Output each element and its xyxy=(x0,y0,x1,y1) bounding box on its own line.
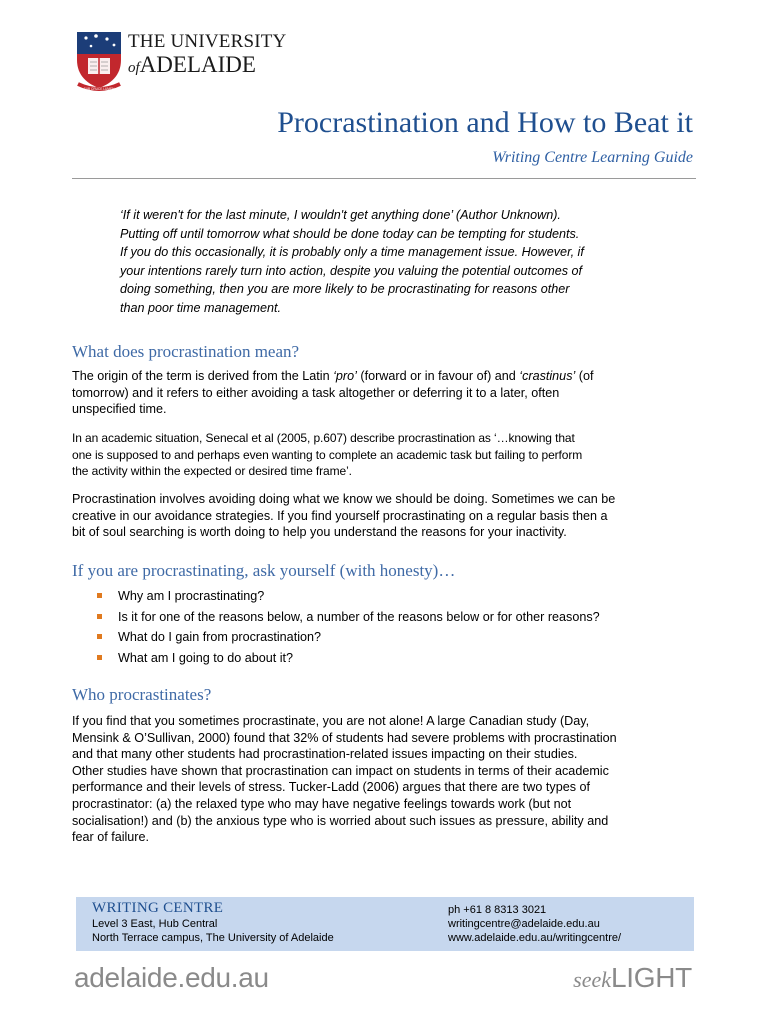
paragraph-line: creative in our avoidance strategies. If you find yourself procrastinating on a regular basis then a xyxy=(72,508,608,523)
intro-line: ‘If it weren't for the last minute, I wouldn't get anything done’ (Author Unknown). xyxy=(120,208,561,222)
seek-text: seek xyxy=(573,967,612,992)
bullet-square-icon xyxy=(97,614,102,619)
paragraph-who-procrastinates xyxy=(72,713,702,846)
intro-line: your intentions rarely turn into action, despite you valuing the potential outcomes of xyxy=(120,263,583,278)
contact-phone: ph +61 8 8313 3021 xyxy=(448,904,547,916)
paragraph-line: bit of soul searching is worth doing to help you understand the reasons for your inactivity. xyxy=(72,525,567,540)
text-run: The origin of the term is derived from the Latin xyxy=(72,369,334,383)
logo-text-university: THE UNIVERSITY xyxy=(128,31,287,52)
intro-line: than poor time management. xyxy=(120,300,282,315)
paragraph-avoidance xyxy=(72,491,702,541)
paragraph-line: Other studies have shown that procrastination can impact on students in terms of their academic xyxy=(72,763,609,778)
paragraph-line: performance and their levels of stress. Tucker-Ladd (2006) argues that there are two types of xyxy=(72,780,591,795)
site-url-link[interactable]: adelaide.edu.au xyxy=(74,962,269,993)
paragraph-line: In an academic situation, Senecal et al (2005, p.607) describe procrastination as ‘…knowing that xyxy=(72,431,575,445)
intro-line: Putting off until tomorrow what should be done today can be tempting for students. xyxy=(120,226,580,241)
text-run: (forward or in favour of) and xyxy=(356,369,520,383)
latin-term-pro: ‘pro’ xyxy=(333,369,357,383)
intro-quote xyxy=(120,206,660,318)
intro-line: doing something, then you are more likely to be procrastinating for reasons other xyxy=(120,282,570,297)
list-item xyxy=(96,627,696,648)
heading-ask-yourself: If you are procrastinating, ask yourself (with honesty)… xyxy=(72,561,456,580)
paragraph-line: one is supposed to and perhaps even wanting to complete an academic task but failing to perform xyxy=(72,447,583,462)
paragraph-line: procrastinator: (a) the relaxed type who may have negative feelings towards work (but not xyxy=(72,796,572,811)
university-crest-icon xyxy=(74,30,124,92)
logo-text-adelaide xyxy=(128,52,256,78)
header-divider xyxy=(72,178,696,179)
paragraph-line: fear of failure. xyxy=(72,830,150,845)
light-text: LIGHT xyxy=(611,962,692,993)
paragraph-line: socialisation!) and (b) the anxious type who is worried about such issues as pressure, ability and xyxy=(72,813,609,828)
paragraph-line xyxy=(72,368,702,385)
text-run: (of xyxy=(575,369,594,383)
page-subtitle: Writing Centre Learning Guide xyxy=(492,149,693,166)
contact-address-line2: North Terrace campus, The University of Adelaide xyxy=(92,932,334,944)
contact-email-link[interactable]: writingcentre@adelaide.edu.au xyxy=(448,918,600,930)
bullet-square-icon xyxy=(97,593,102,598)
logo-text-of: of xyxy=(128,60,140,76)
paragraph-senecal xyxy=(72,430,702,480)
paragraph-line: the activity within the expected or desired time frame’. xyxy=(72,464,352,479)
list-item-text: Why am I procrastinating? xyxy=(118,589,265,603)
logo-text-adelaide-word: ADELAIDE xyxy=(139,52,256,77)
svg-text:SUB CRUCE LUMEN: SUB CRUCE LUMEN xyxy=(83,87,115,91)
page-title: Procrastination and How to Beat it xyxy=(277,106,693,139)
heading-what-does-procrastination-mean: What does procrastination mean? xyxy=(72,342,300,361)
paragraph-line: Mensink & O’Sullivan, 2000) found that 32% of students had severe problems with procrastination xyxy=(72,730,617,745)
list-item-text: What am I going to do about it? xyxy=(118,650,294,665)
list-item-text: What do I gain from procrastination? xyxy=(118,630,322,644)
paragraph-line: tomorrow) and it refers to either avoiding a task altogether or deferring it to a later, often xyxy=(72,385,560,400)
latin-term-crastinus: ‘crastinus’ xyxy=(519,369,576,383)
intro-line: If you do this occasionally, it is probably only a time management issue. However, if xyxy=(120,245,584,260)
seek-light-wordmark xyxy=(573,962,692,994)
bullet-square-icon xyxy=(97,655,102,660)
paragraph-line: If you find that you sometimes procrastinate, you are not alone! A large Canadian study (Day, xyxy=(72,714,590,728)
university-logo xyxy=(72,28,287,98)
list-item xyxy=(96,586,696,607)
paragraph-line: unspecified time. xyxy=(72,402,167,417)
paragraph-line: and that many other students had procrastination-related issues impacting on their studies. xyxy=(72,747,578,762)
paragraph-line: Procrastination involves avoiding doing what we know we should be doing. Sometimes we can be xyxy=(72,492,616,506)
heading-who-procrastinates: Who procrastinates? xyxy=(72,685,212,704)
paragraph-origin xyxy=(72,368,702,418)
contact-title: WRITING CENTRE xyxy=(92,900,224,916)
list-item-text: Is it for one of the reasons below, a number of the reasons below or for other reasons? xyxy=(118,609,600,624)
list-item xyxy=(96,607,696,628)
contact-address-line1: Level 3 East, Hub Central xyxy=(92,918,218,930)
bullet-square-icon xyxy=(97,634,102,639)
list-item xyxy=(96,648,696,669)
contact-website-link[interactable]: www.adelaide.edu.au/writingcentre/ xyxy=(448,932,622,944)
question-list xyxy=(96,586,696,668)
